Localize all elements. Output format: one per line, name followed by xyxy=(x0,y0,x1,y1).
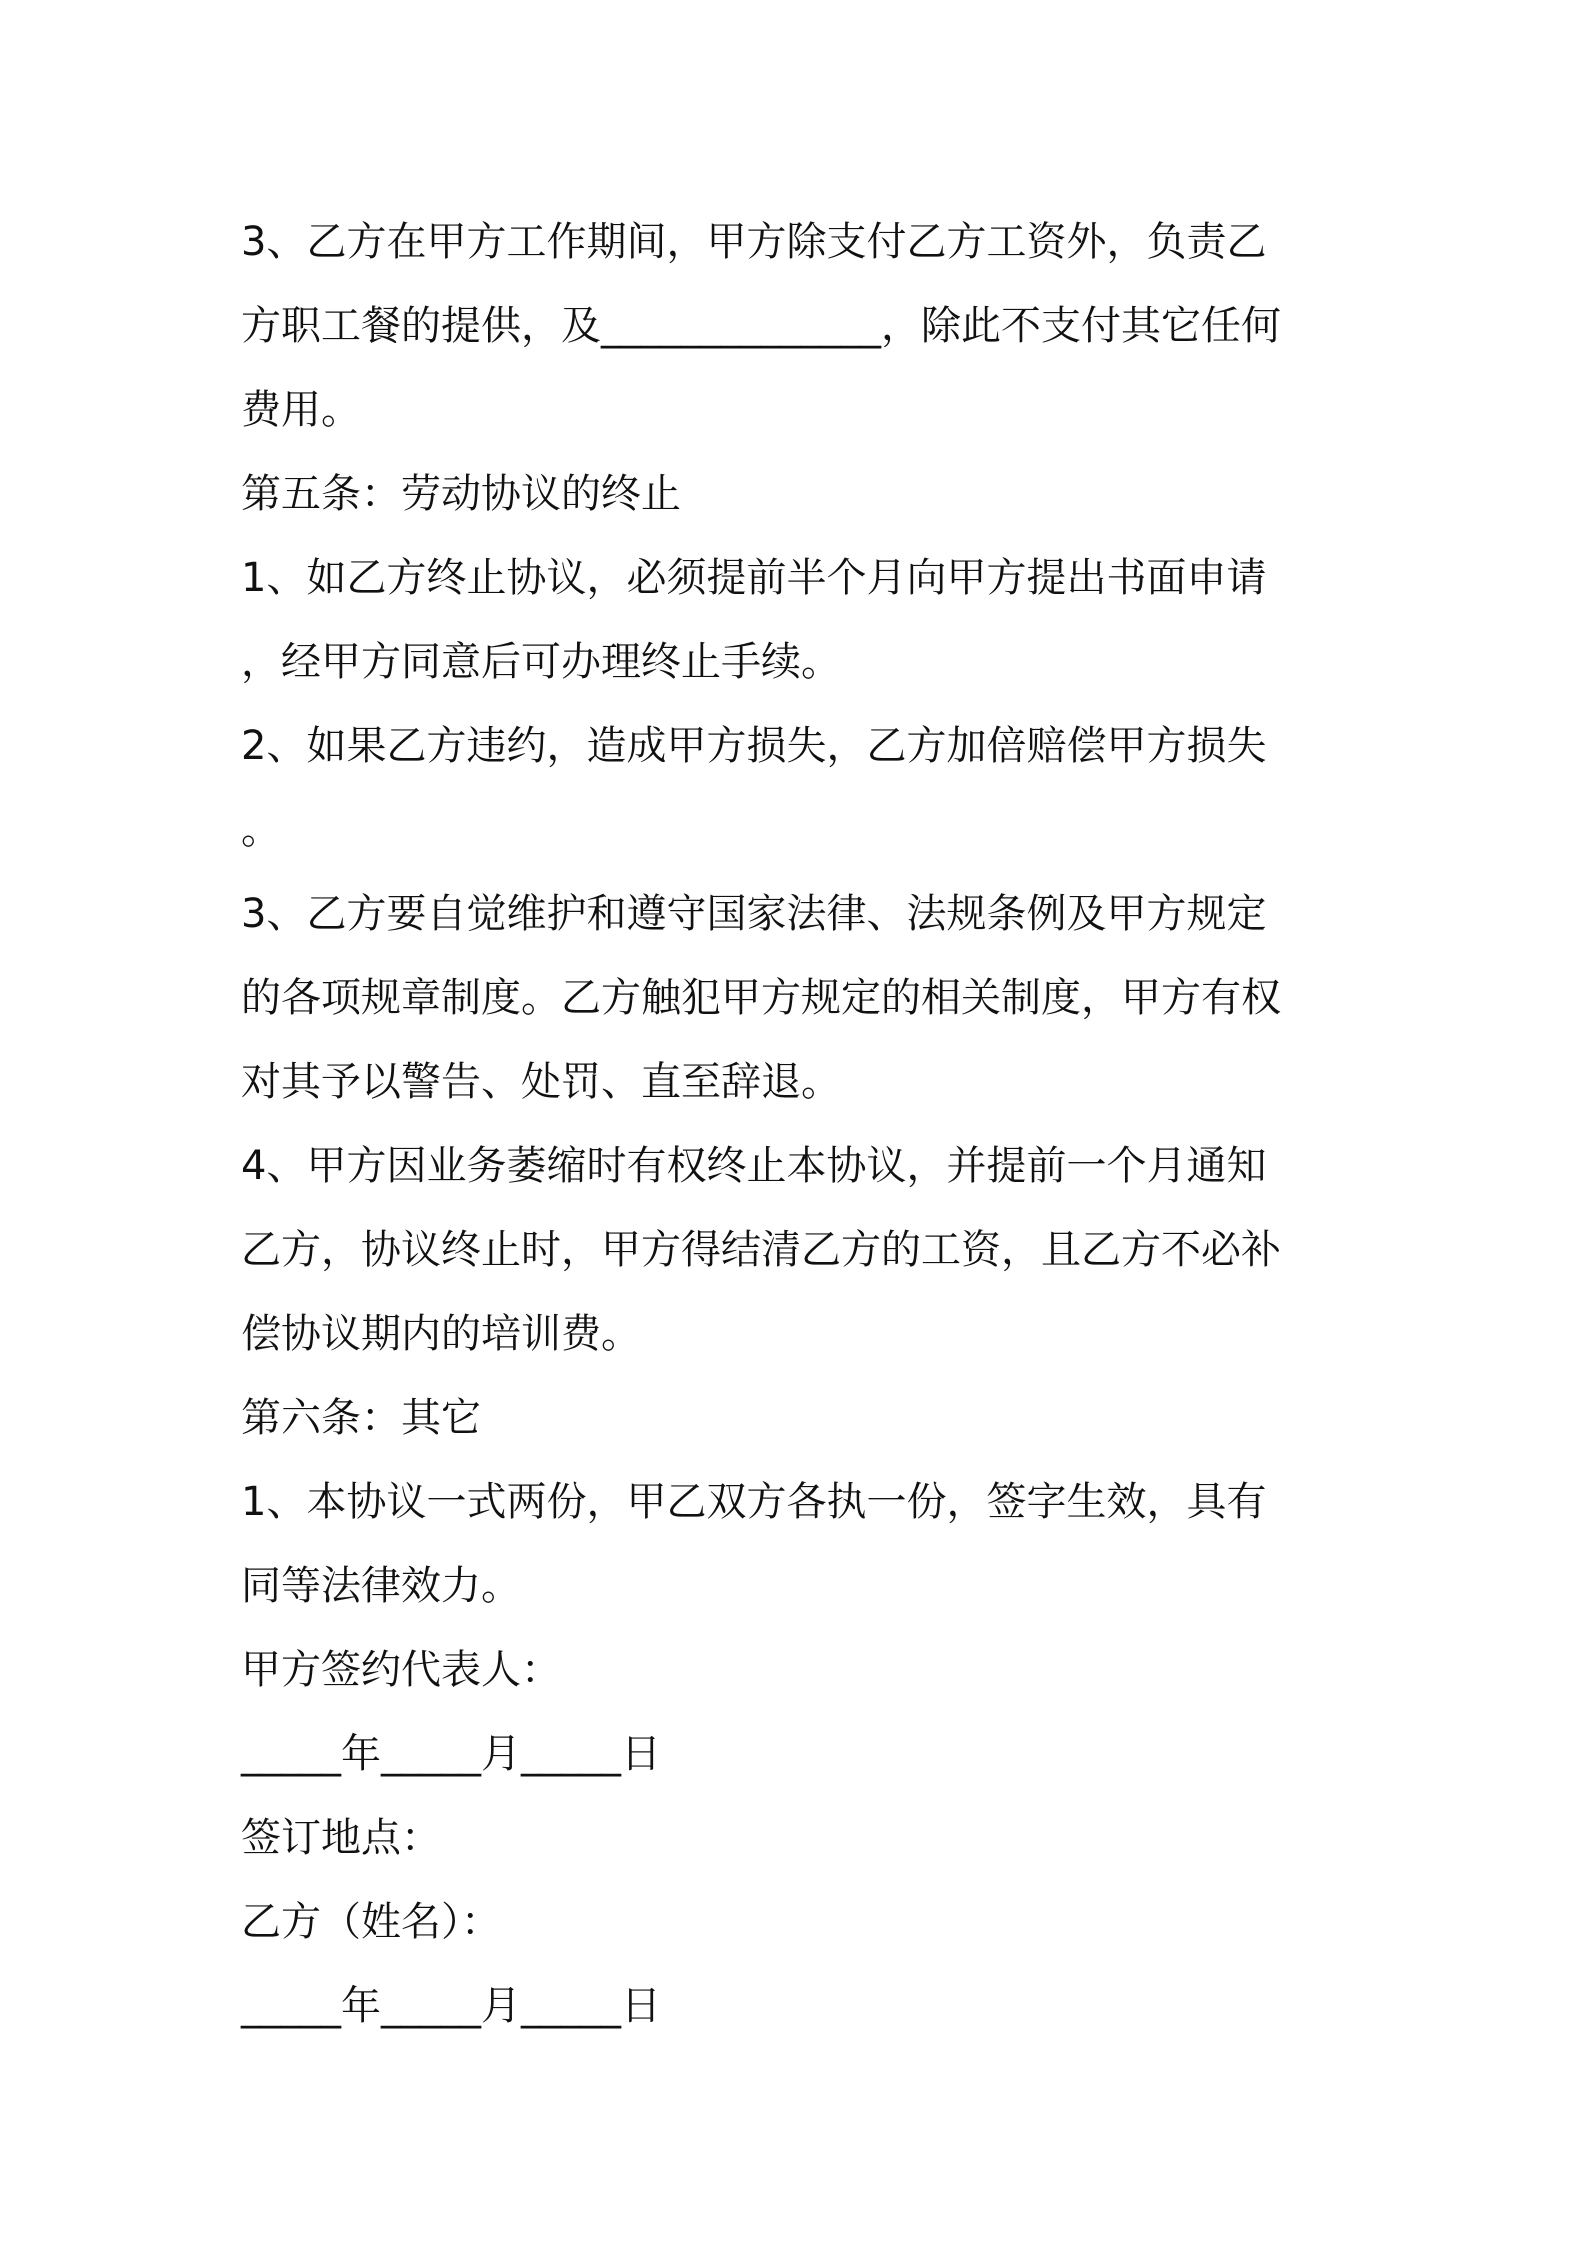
clause-5-item-3-line-2: 的各项规章制度。乙方触犯甲方规定的相关制度，甲方有权 xyxy=(241,975,1281,1021)
clause-4-item-3-line-2: 方职工餐的提供，及______________，除此不支付其它任何 xyxy=(241,303,1281,349)
party-b-date-blank: _____年_____月_____日 xyxy=(241,1983,661,2029)
party-b-name-label: 乙方（姓名）： xyxy=(241,1899,501,1945)
clause-6-item-1-line-1: 1、本协议一式两份，甲乙双方各执一份，签字生效，具有 xyxy=(241,1479,1267,1525)
clause-5-item-2-line-2: 。 xyxy=(241,807,281,853)
clause-5-item-1-line-1: 1、如乙方终止协议，必须提前半个月向甲方提出书面申请 xyxy=(241,555,1267,601)
party-a-date-blank: _____年_____月_____日 xyxy=(241,1731,661,1777)
clause-5-item-2-line-1: 2、如果乙方违约，造成甲方损失，乙方加倍赔偿甲方损失 xyxy=(241,723,1267,769)
clause-5-item-3-line-3: 对其予以警告、处罚、直至辞退。 xyxy=(241,1059,841,1105)
document-body xyxy=(241,200,1361,2048)
party-a-signatory-label: 甲方签约代表人： xyxy=(241,1647,561,1693)
signing-location-label: 签订地点： xyxy=(241,1815,441,1861)
clause-5-item-1-line-2: ，经甲方同意后可办理终止手续。 xyxy=(241,639,841,685)
clause-5-item-4-line-1: 4、甲方因业务萎缩时有权终止本协议，并提前一个月通知 xyxy=(241,1143,1267,1189)
clause-6-item-1-line-2: 同等法律效力。 xyxy=(241,1563,521,1609)
clause-5-item-4-line-2: 乙方，协议终止时，甲方得结清乙方的工资，且乙方不必补 xyxy=(241,1227,1281,1273)
clause-6-heading: 第六条：其它 xyxy=(241,1395,481,1441)
clause-5-heading: 第五条：劳动协议的终止 xyxy=(241,471,681,517)
clause-4-item-3-line-3: 费用。 xyxy=(241,387,361,433)
clause-5-item-4-line-3: 偿协议期内的培训费。 xyxy=(241,1311,641,1357)
clause-4-item-3-line-1: 3、乙方在甲方工作期间，甲方除支付乙方工资外，负责乙 xyxy=(241,219,1267,265)
clause-5-item-3-line-1: 3、乙方要自觉维护和遵守国家法律、法规条例及甲方规定 xyxy=(241,891,1267,937)
